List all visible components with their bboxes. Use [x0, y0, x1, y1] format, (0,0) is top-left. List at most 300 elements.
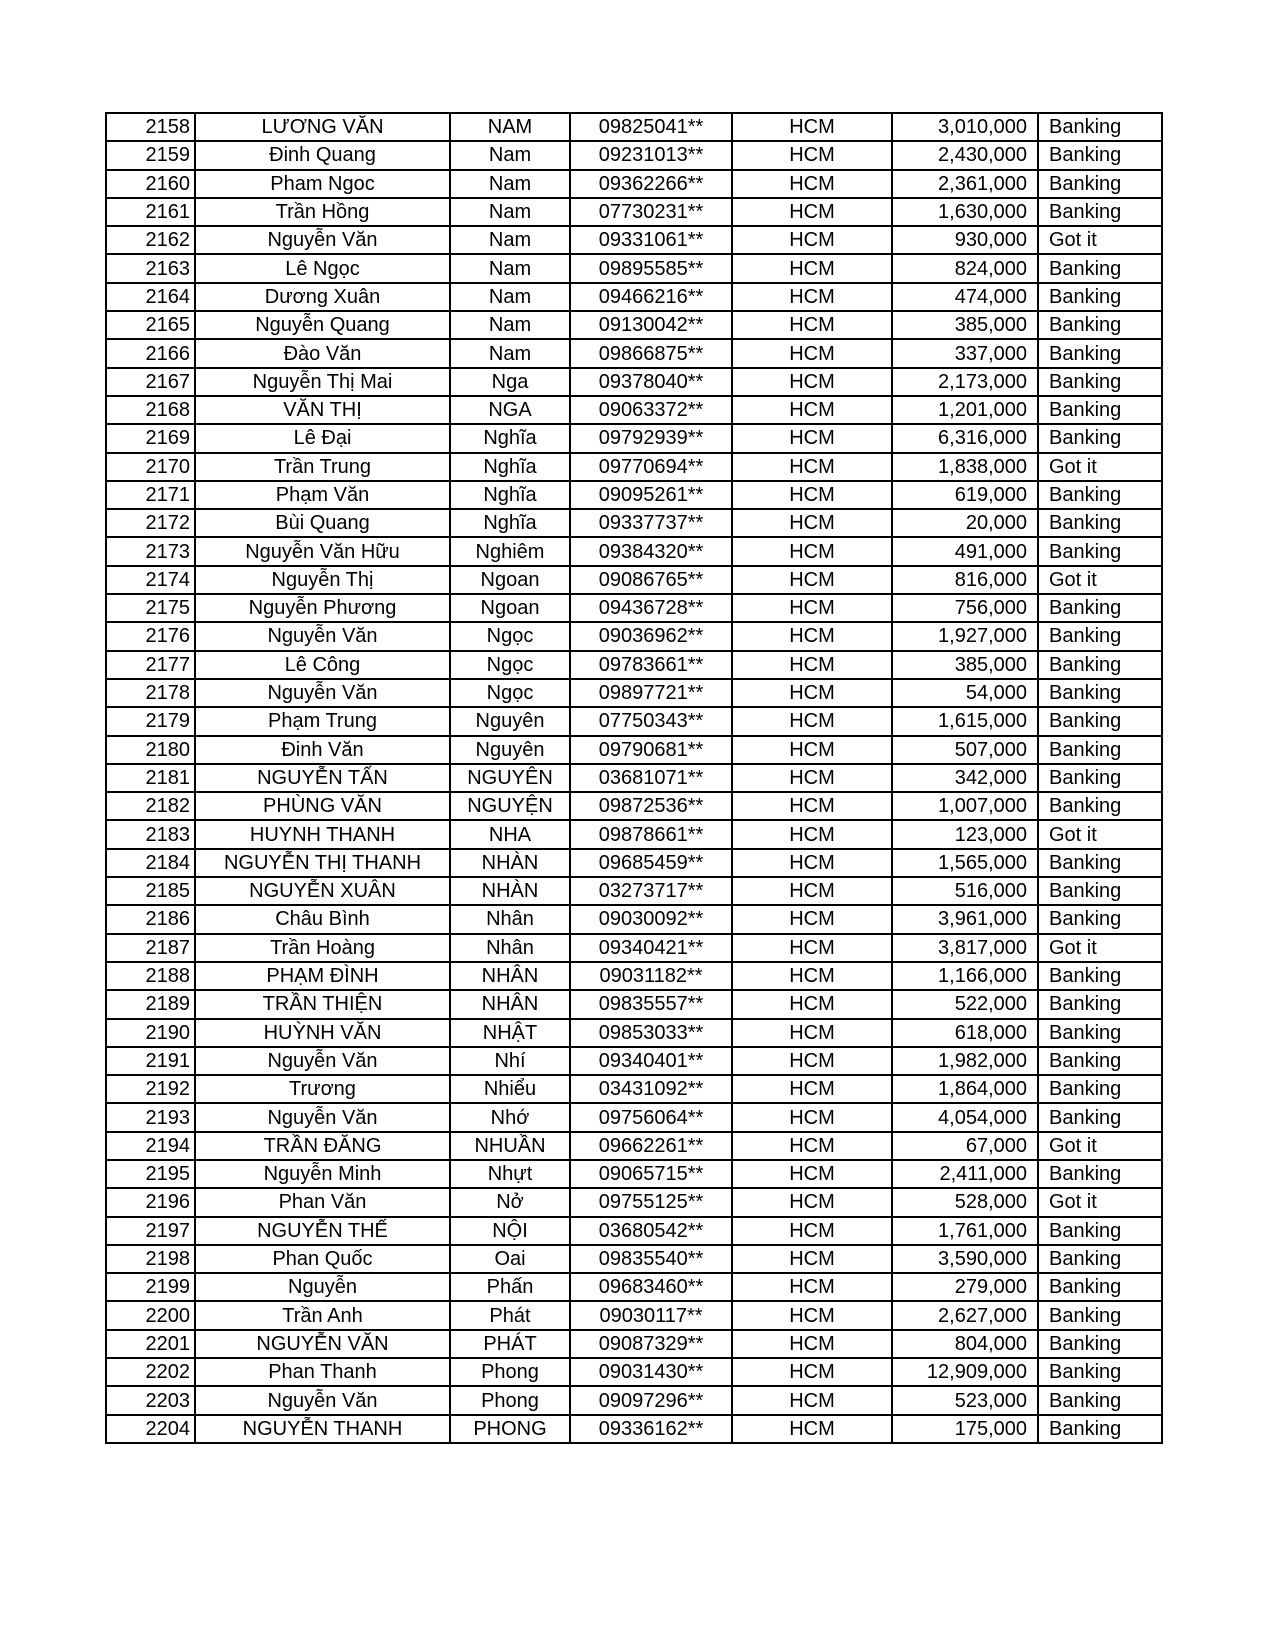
given-name-cell: Nam — [450, 198, 570, 226]
table-row — [106, 1188, 1162, 1216]
given-name-cell: Phấn — [450, 1273, 570, 1301]
full-name-cell: Phạm Trung — [195, 707, 450, 735]
phone-cell: 09095261** — [570, 481, 732, 509]
table-row — [106, 424, 1162, 452]
given-name-cell: NỘI — [450, 1217, 570, 1245]
full-name-cell: NGUYỄN TẤN — [195, 764, 450, 792]
payment-method-cell: Banking — [1038, 311, 1162, 339]
city-cell: HCM — [732, 1132, 892, 1160]
payment-method-cell: Banking — [1038, 905, 1162, 933]
row-number-cell: 2183 — [106, 820, 195, 848]
phone-cell: 09466216** — [570, 283, 732, 311]
city-cell: HCM — [732, 622, 892, 650]
payment-method-cell: Banking — [1038, 792, 1162, 820]
city-cell: HCM — [732, 170, 892, 198]
row-number-cell: 2189 — [106, 990, 195, 1018]
table-row — [106, 651, 1162, 679]
payment-method-cell: Banking — [1038, 141, 1162, 169]
table-row — [106, 113, 1162, 141]
amount-cell: 2,627,000 — [892, 1301, 1038, 1329]
row-number-cell: 2160 — [106, 170, 195, 198]
table-row — [106, 509, 1162, 537]
phone-cell: 09086765** — [570, 566, 732, 594]
city-cell: HCM — [732, 198, 892, 226]
table-row — [106, 622, 1162, 650]
amount-cell: 619,000 — [892, 481, 1038, 509]
amount-cell: 2,430,000 — [892, 141, 1038, 169]
row-number-cell: 2167 — [106, 368, 195, 396]
amount-cell: 2,361,000 — [892, 170, 1038, 198]
payment-method-cell: Banking — [1038, 537, 1162, 565]
full-name-cell: Phan Thanh — [195, 1358, 450, 1386]
row-number-cell: 2186 — [106, 905, 195, 933]
table-row — [106, 368, 1162, 396]
city-cell: HCM — [732, 1301, 892, 1329]
given-name-cell: Nam — [450, 283, 570, 311]
phone-cell: 09362266** — [570, 170, 732, 198]
row-number-cell: 2165 — [106, 311, 195, 339]
table-row — [106, 339, 1162, 367]
phone-cell: 09030117** — [570, 1301, 732, 1329]
given-name-cell: NHA — [450, 820, 570, 848]
phone-cell: 09835540** — [570, 1245, 732, 1273]
row-number-cell: 2201 — [106, 1330, 195, 1358]
table-row — [106, 849, 1162, 877]
payment-method-cell: Banking — [1038, 339, 1162, 367]
row-number-cell: 2172 — [106, 509, 195, 537]
table-row — [106, 254, 1162, 282]
row-number-cell: 2190 — [106, 1019, 195, 1047]
given-name-cell: NHẬT — [450, 1019, 570, 1047]
phone-cell: 09031182** — [570, 962, 732, 990]
amount-cell: 1,982,000 — [892, 1047, 1038, 1075]
row-number-cell: 2185 — [106, 877, 195, 905]
payment-method-cell: Got it — [1038, 1188, 1162, 1216]
phone-cell: 09065715** — [570, 1160, 732, 1188]
table-body — [106, 113, 1162, 1443]
full-name-cell: Nguyễn Văn — [195, 679, 450, 707]
payment-method-cell: Banking — [1038, 1160, 1162, 1188]
payment-method-cell: Banking — [1038, 594, 1162, 622]
given-name-cell: Phát — [450, 1301, 570, 1329]
given-name-cell: Nhân — [450, 905, 570, 933]
row-number-cell: 2181 — [106, 764, 195, 792]
recipients-table — [105, 112, 1163, 1444]
given-name-cell: Ngoan — [450, 566, 570, 594]
amount-cell: 3,817,000 — [892, 934, 1038, 962]
payment-method-cell: Banking — [1038, 1358, 1162, 1386]
city-cell: HCM — [732, 1245, 892, 1273]
amount-cell: 507,000 — [892, 736, 1038, 764]
phone-cell: 09878661** — [570, 820, 732, 848]
phone-cell: 09790681** — [570, 736, 732, 764]
row-number-cell: 2170 — [106, 453, 195, 481]
full-name-cell: Lê Ngọc — [195, 254, 450, 282]
given-name-cell: Nghĩa — [450, 453, 570, 481]
phone-cell: 09336162** — [570, 1415, 732, 1443]
given-name-cell: Nam — [450, 311, 570, 339]
city-cell: HCM — [732, 594, 892, 622]
phone-cell: 09662261** — [570, 1132, 732, 1160]
phone-cell: 09866875** — [570, 339, 732, 367]
city-cell: HCM — [732, 736, 892, 764]
row-number-cell: 2197 — [106, 1217, 195, 1245]
given-name-cell: NAM — [450, 113, 570, 141]
payment-method-cell: Banking — [1038, 481, 1162, 509]
amount-cell: 12,909,000 — [892, 1358, 1038, 1386]
amount-cell: 54,000 — [892, 679, 1038, 707]
table-row — [106, 1075, 1162, 1103]
row-number-cell: 2182 — [106, 792, 195, 820]
amount-cell: 20,000 — [892, 509, 1038, 537]
city-cell: HCM — [732, 1358, 892, 1386]
phone-cell: 09436728** — [570, 594, 732, 622]
amount-cell: 618,000 — [892, 1019, 1038, 1047]
given-name-cell: Ngoan — [450, 594, 570, 622]
payment-method-cell: Got it — [1038, 453, 1162, 481]
full-name-cell: Nguyễn — [195, 1273, 450, 1301]
full-name-cell: Châu Bình — [195, 905, 450, 933]
amount-cell: 1,838,000 — [892, 453, 1038, 481]
table-row — [106, 1103, 1162, 1131]
phone-cell: 07750343** — [570, 707, 732, 735]
table-row — [106, 537, 1162, 565]
full-name-cell: Nguyễn Văn Hữu — [195, 537, 450, 565]
full-name-cell: NGUYỄN THỊ THANH — [195, 849, 450, 877]
amount-cell: 1,166,000 — [892, 962, 1038, 990]
payment-method-cell: Banking — [1038, 1301, 1162, 1329]
given-name-cell: Ngọc — [450, 651, 570, 679]
city-cell: HCM — [732, 1075, 892, 1103]
city-cell: HCM — [732, 339, 892, 367]
phone-cell: 09036962** — [570, 622, 732, 650]
full-name-cell: Nguyễn Quang — [195, 311, 450, 339]
phone-cell: 03681071** — [570, 764, 732, 792]
full-name-cell: TRẦN THIỆN — [195, 990, 450, 1018]
payment-method-cell: Banking — [1038, 1415, 1162, 1443]
table-row — [106, 1217, 1162, 1245]
row-number-cell: 2177 — [106, 651, 195, 679]
given-name-cell: Phong — [450, 1386, 570, 1414]
row-number-cell: 2169 — [106, 424, 195, 452]
amount-cell: 123,000 — [892, 820, 1038, 848]
city-cell: HCM — [732, 679, 892, 707]
row-number-cell: 2200 — [106, 1301, 195, 1329]
full-name-cell: Đào Văn — [195, 339, 450, 367]
row-number-cell: 2195 — [106, 1160, 195, 1188]
city-cell: HCM — [732, 1273, 892, 1301]
payment-method-cell: Banking — [1038, 254, 1162, 282]
row-number-cell: 2178 — [106, 679, 195, 707]
phone-cell: 09825041** — [570, 113, 732, 141]
row-number-cell: 2159 — [106, 141, 195, 169]
city-cell: HCM — [732, 566, 892, 594]
given-name-cell: NGUYÊN — [450, 764, 570, 792]
row-number-cell: 2179 — [106, 707, 195, 735]
full-name-cell: LƯƠNG VĂN — [195, 113, 450, 141]
table-row — [106, 1273, 1162, 1301]
payment-method-cell: Banking — [1038, 198, 1162, 226]
full-name-cell: Trần Trung — [195, 453, 450, 481]
row-number-cell: 2196 — [106, 1188, 195, 1216]
city-cell: HCM — [732, 820, 892, 848]
full-name-cell: HUỲNH VĂN — [195, 1019, 450, 1047]
city-cell: HCM — [732, 537, 892, 565]
phone-cell: 03431092** — [570, 1075, 732, 1103]
amount-cell: 337,000 — [892, 339, 1038, 367]
row-number-cell: 2187 — [106, 934, 195, 962]
full-name-cell: HUYNH THANH — [195, 820, 450, 848]
table-row — [106, 1358, 1162, 1386]
table-row — [106, 1415, 1162, 1443]
table-row — [106, 934, 1162, 962]
phone-cell: 09835557** — [570, 990, 732, 1018]
phone-cell: 03680542** — [570, 1217, 732, 1245]
phone-cell: 07730231** — [570, 198, 732, 226]
table-row — [106, 311, 1162, 339]
given-name-cell: Nghĩa — [450, 424, 570, 452]
amount-cell: 824,000 — [892, 254, 1038, 282]
given-name-cell: PHÁT — [450, 1330, 570, 1358]
phone-cell: 09331061** — [570, 226, 732, 254]
phone-cell: 09087329** — [570, 1330, 732, 1358]
full-name-cell: NGUYỄN THẾ — [195, 1217, 450, 1245]
city-cell: HCM — [732, 509, 892, 537]
table-row — [106, 679, 1162, 707]
phone-cell: 09685459** — [570, 849, 732, 877]
city-cell: HCM — [732, 481, 892, 509]
amount-cell: 1,565,000 — [892, 849, 1038, 877]
city-cell: HCM — [732, 1330, 892, 1358]
phone-cell: 09853033** — [570, 1019, 732, 1047]
given-name-cell: Nghĩa — [450, 509, 570, 537]
row-number-cell: 2161 — [106, 198, 195, 226]
row-number-cell: 2174 — [106, 566, 195, 594]
phone-cell: 09340421** — [570, 934, 732, 962]
city-cell: HCM — [732, 707, 892, 735]
table-row — [106, 877, 1162, 905]
phone-cell: 09378040** — [570, 368, 732, 396]
table-row — [106, 1132, 1162, 1160]
row-number-cell: 2203 — [106, 1386, 195, 1414]
row-number-cell: 2163 — [106, 254, 195, 282]
amount-cell: 6,316,000 — [892, 424, 1038, 452]
amount-cell: 1,615,000 — [892, 707, 1038, 735]
payment-method-cell: Banking — [1038, 622, 1162, 650]
full-name-cell: Trương — [195, 1075, 450, 1103]
amount-cell: 1,007,000 — [892, 792, 1038, 820]
payment-method-cell: Banking — [1038, 1330, 1162, 1358]
full-name-cell: Nguyễn Văn — [195, 622, 450, 650]
city-cell: HCM — [732, 113, 892, 141]
table-row — [106, 736, 1162, 764]
amount-cell: 491,000 — [892, 537, 1038, 565]
table-row — [106, 1160, 1162, 1188]
table-row — [106, 396, 1162, 424]
table-row — [106, 905, 1162, 933]
given-name-cell: Ngọc — [450, 622, 570, 650]
city-cell: HCM — [732, 424, 892, 452]
given-name-cell: NHUẦN — [450, 1132, 570, 1160]
table-row — [106, 453, 1162, 481]
amount-cell: 528,000 — [892, 1188, 1038, 1216]
table-row — [106, 820, 1162, 848]
city-cell: HCM — [732, 396, 892, 424]
city-cell: HCM — [732, 1103, 892, 1131]
row-number-cell: 2192 — [106, 1075, 195, 1103]
full-name-cell: PHẠM ĐÌNH — [195, 962, 450, 990]
city-cell: HCM — [732, 877, 892, 905]
phone-cell: 09130042** — [570, 311, 732, 339]
full-name-cell: Đinh Quang — [195, 141, 450, 169]
full-name-cell: Nguyễn Văn — [195, 1386, 450, 1414]
table-row — [106, 962, 1162, 990]
given-name-cell: Nam — [450, 170, 570, 198]
phone-cell: 09683460** — [570, 1273, 732, 1301]
payment-method-cell: Banking — [1038, 1386, 1162, 1414]
city-cell: HCM — [732, 792, 892, 820]
city-cell: HCM — [732, 905, 892, 933]
full-name-cell: NGUYỄN VĂN — [195, 1330, 450, 1358]
given-name-cell: NHÂN — [450, 990, 570, 1018]
amount-cell: 3,961,000 — [892, 905, 1038, 933]
amount-cell: 3,010,000 — [892, 113, 1038, 141]
given-name-cell: Nhiểu — [450, 1075, 570, 1103]
phone-cell: 09755125** — [570, 1188, 732, 1216]
payment-method-cell: Banking — [1038, 651, 1162, 679]
city-cell: HCM — [732, 141, 892, 169]
city-cell: HCM — [732, 651, 892, 679]
amount-cell: 342,000 — [892, 764, 1038, 792]
given-name-cell: NHÀN — [450, 877, 570, 905]
payment-method-cell: Got it — [1038, 226, 1162, 254]
payment-method-cell: Got it — [1038, 820, 1162, 848]
table-row — [106, 481, 1162, 509]
full-name-cell: Nguyễn Văn — [195, 1103, 450, 1131]
city-cell: HCM — [732, 254, 892, 282]
given-name-cell: Nhớ — [450, 1103, 570, 1131]
given-name-cell: Nhí — [450, 1047, 570, 1075]
table-row — [106, 707, 1162, 735]
full-name-cell: PHÙNG VĂN — [195, 792, 450, 820]
row-number-cell: 2199 — [106, 1273, 195, 1301]
given-name-cell: Nga — [450, 368, 570, 396]
full-name-cell: Nguyễn Minh — [195, 1160, 450, 1188]
amount-cell: 3,590,000 — [892, 1245, 1038, 1273]
full-name-cell: Trần Anh — [195, 1301, 450, 1329]
full-name-cell: NGUYỄN XUÂN — [195, 877, 450, 905]
row-number-cell: 2198 — [106, 1245, 195, 1273]
amount-cell: 2,411,000 — [892, 1160, 1038, 1188]
payment-method-cell: Banking — [1038, 707, 1162, 735]
payment-method-cell: Banking — [1038, 679, 1162, 707]
full-name-cell: Pham Ngoc — [195, 170, 450, 198]
row-number-cell: 2173 — [106, 537, 195, 565]
full-name-cell: Phan Văn — [195, 1188, 450, 1216]
payment-method-cell: Banking — [1038, 1019, 1162, 1047]
phone-cell: 09783661** — [570, 651, 732, 679]
amount-cell: 1,927,000 — [892, 622, 1038, 650]
city-cell: HCM — [732, 764, 892, 792]
amount-cell: 804,000 — [892, 1330, 1038, 1358]
payment-method-cell: Banking — [1038, 764, 1162, 792]
phone-cell: 09031430** — [570, 1358, 732, 1386]
phone-cell: 09756064** — [570, 1103, 732, 1131]
full-name-cell: Nguyễn Thị Mai — [195, 368, 450, 396]
amount-cell: 1,201,000 — [892, 396, 1038, 424]
table-row — [106, 170, 1162, 198]
full-name-cell: VĂN THỊ — [195, 396, 450, 424]
table-row — [106, 990, 1162, 1018]
payment-method-cell: Banking — [1038, 1245, 1162, 1273]
given-name-cell: Nam — [450, 254, 570, 282]
row-number-cell: 2166 — [106, 339, 195, 367]
city-cell: HCM — [732, 990, 892, 1018]
payment-method-cell: Banking — [1038, 1103, 1162, 1131]
given-name-cell: Oai — [450, 1245, 570, 1273]
table-row — [106, 141, 1162, 169]
given-name-cell: NHÂN — [450, 962, 570, 990]
phone-cell: 03273717** — [570, 877, 732, 905]
row-number-cell: 2188 — [106, 962, 195, 990]
given-name-cell: PHONG — [450, 1415, 570, 1443]
row-number-cell: 2194 — [106, 1132, 195, 1160]
row-number-cell: 2176 — [106, 622, 195, 650]
payment-method-cell: Banking — [1038, 736, 1162, 764]
given-name-cell: NGA — [450, 396, 570, 424]
table-row — [106, 283, 1162, 311]
given-name-cell: NGUYỆN — [450, 792, 570, 820]
city-cell: HCM — [732, 1019, 892, 1047]
full-name-cell: Trần Hoàng — [195, 934, 450, 962]
amount-cell: 522,000 — [892, 990, 1038, 1018]
phone-cell: 09340401** — [570, 1047, 732, 1075]
amount-cell: 816,000 — [892, 566, 1038, 594]
table-row — [106, 594, 1162, 622]
city-cell: HCM — [732, 1386, 892, 1414]
payment-method-cell: Banking — [1038, 1047, 1162, 1075]
phone-cell: 09063372** — [570, 396, 732, 424]
given-name-cell: Nhân — [450, 934, 570, 962]
payment-method-cell: Banking — [1038, 509, 1162, 537]
phone-cell: 09895585** — [570, 254, 732, 282]
city-cell: HCM — [732, 1047, 892, 1075]
table-row — [106, 1019, 1162, 1047]
table-row — [106, 1245, 1162, 1273]
full-name-cell: Nguyễn Văn — [195, 1047, 450, 1075]
given-name-cell: Nguyên — [450, 736, 570, 764]
row-number-cell: 2175 — [106, 594, 195, 622]
payment-method-cell: Banking — [1038, 396, 1162, 424]
table-row — [106, 566, 1162, 594]
full-name-cell: Nguyễn Phương — [195, 594, 450, 622]
phone-cell: 09337737** — [570, 509, 732, 537]
payment-method-cell: Banking — [1038, 990, 1162, 1018]
given-name-cell: Nhựt — [450, 1160, 570, 1188]
payment-method-cell: Banking — [1038, 424, 1162, 452]
row-number-cell: 2171 — [106, 481, 195, 509]
payment-method-cell: Got it — [1038, 934, 1162, 962]
table-row — [106, 226, 1162, 254]
given-name-cell: Phong — [450, 1358, 570, 1386]
amount-cell: 1,761,000 — [892, 1217, 1038, 1245]
given-name-cell: Nghĩa — [450, 481, 570, 509]
phone-cell: 09897721** — [570, 679, 732, 707]
row-number-cell: 2184 — [106, 849, 195, 877]
phone-cell: 09792939** — [570, 424, 732, 452]
full-name-cell: Trần Hồng — [195, 198, 450, 226]
amount-cell: 175,000 — [892, 1415, 1038, 1443]
